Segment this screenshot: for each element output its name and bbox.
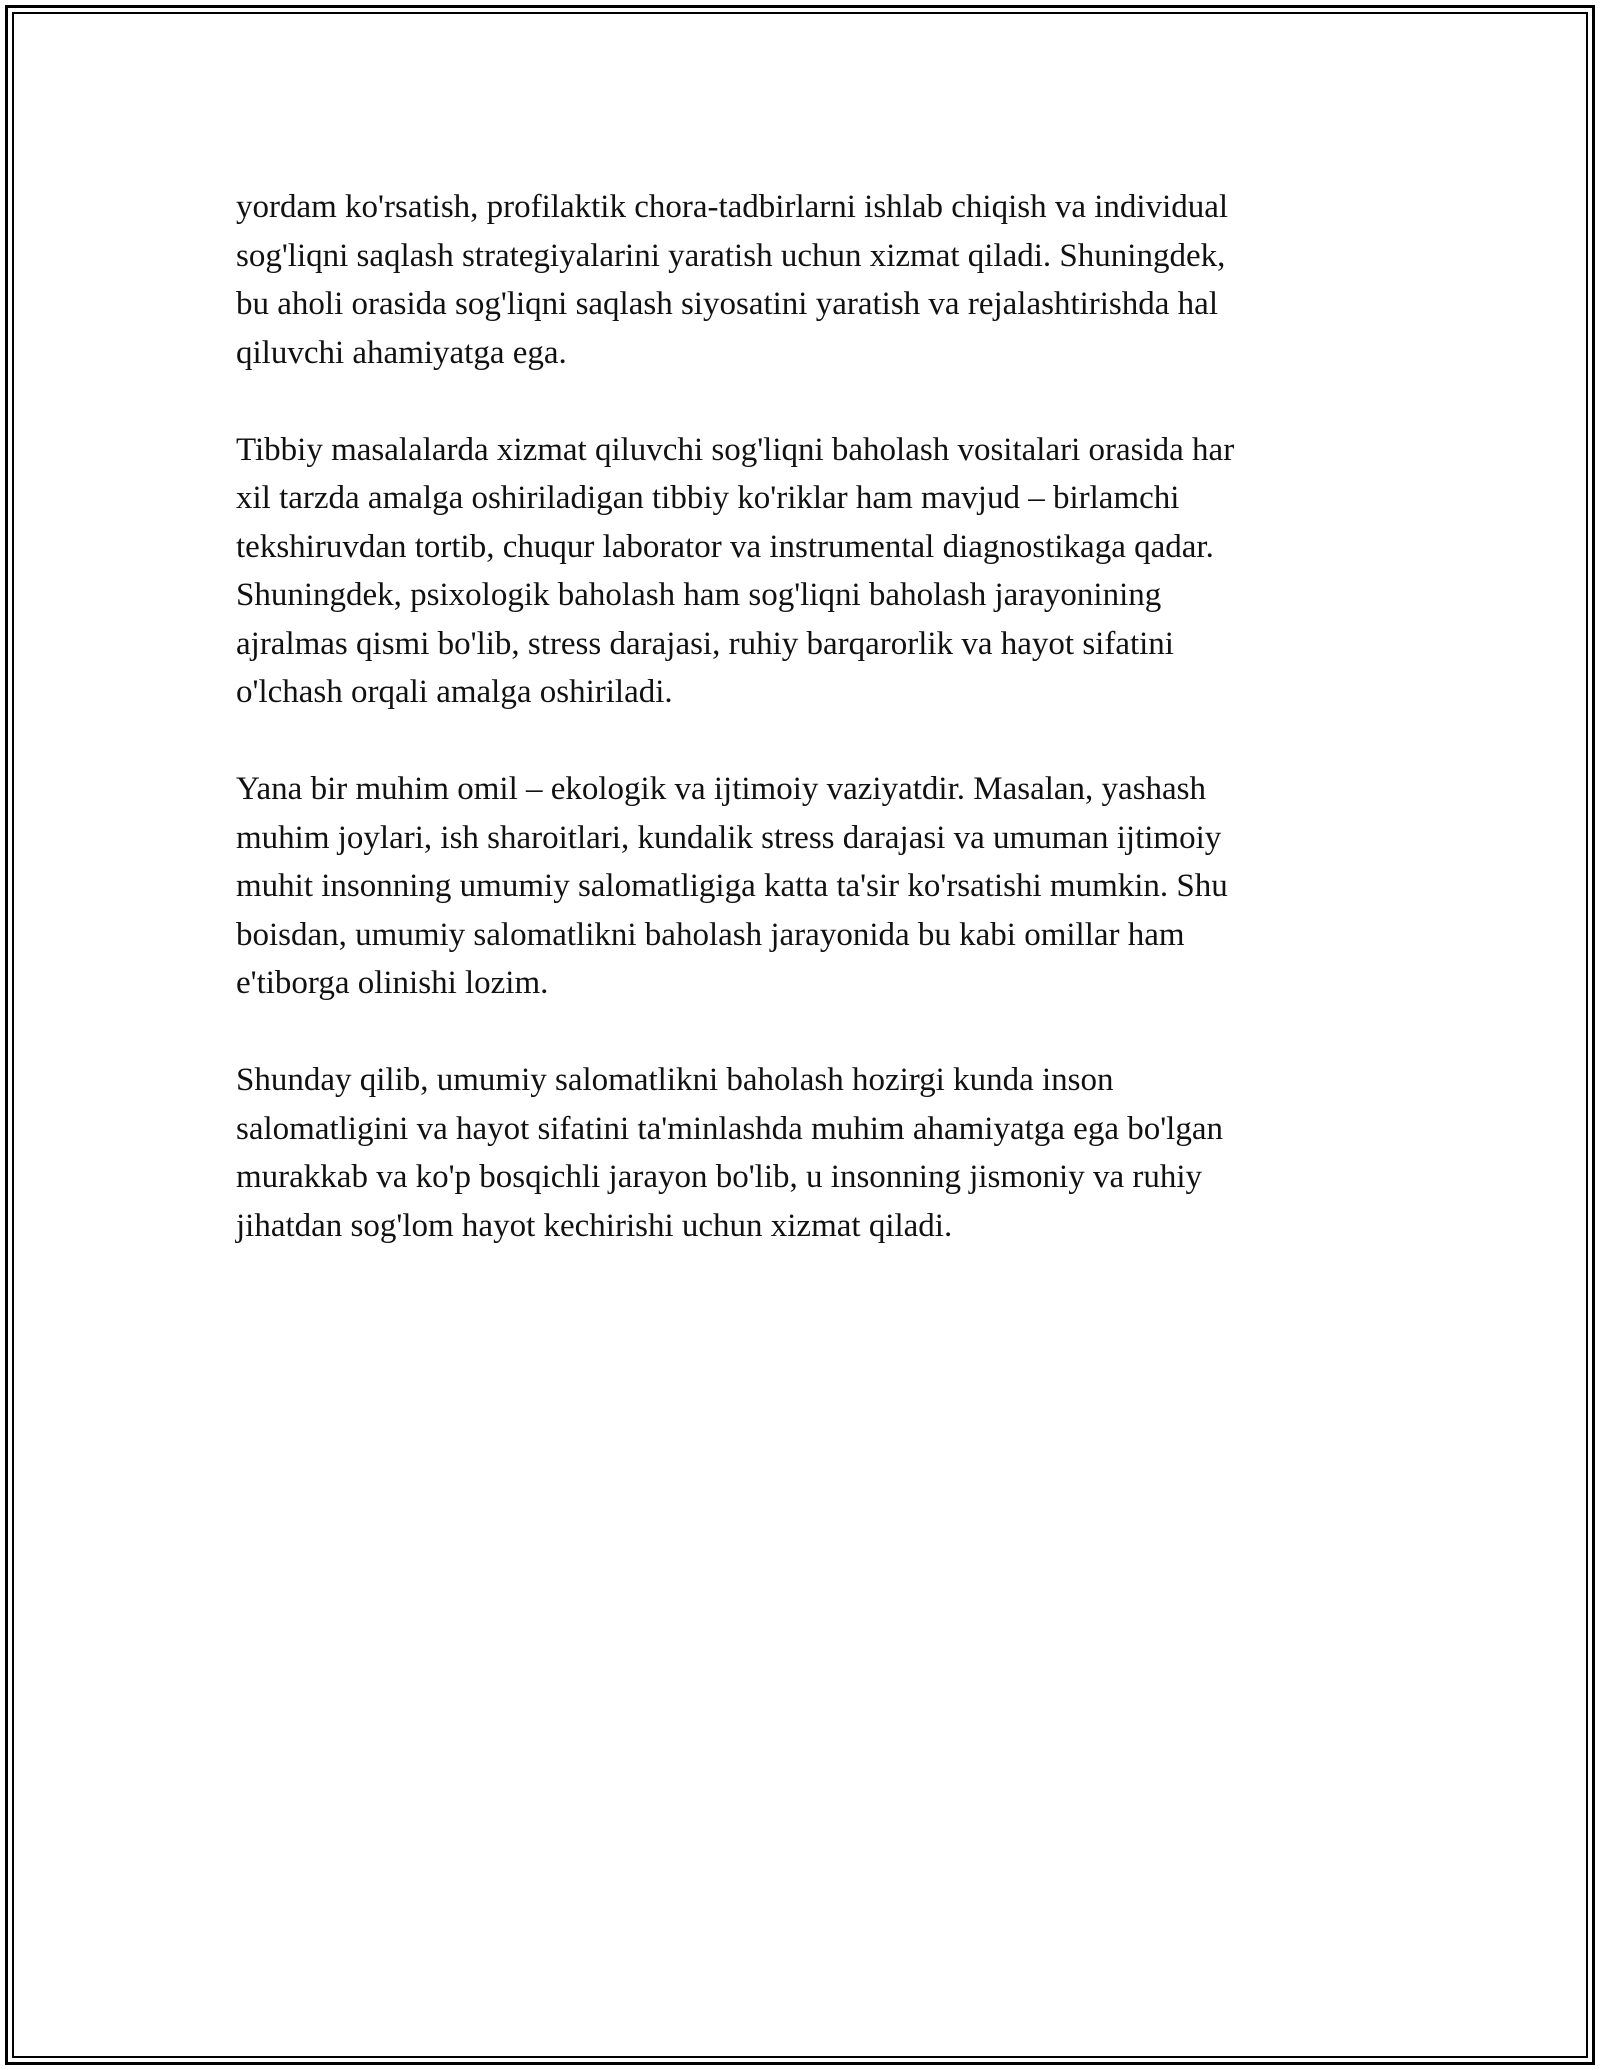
text-line: Tibbiy masalalarda xizmat qiluvchi sog'liqni baholash vositalari orasida har xyxy=(236,431,1235,468)
paragraph-3 xyxy=(236,765,1366,1008)
text-line: xil tarzda amalga oshiriladigan tibbiy ko'riklar ham mavjud – birlamchi xyxy=(236,480,1180,516)
text-line: sog'liqni saqlash strategiyalarini yaratish uchun xizmat qiladi. Shuningdek, xyxy=(236,237,1226,274)
text-line: o'lchash orqali amalga oshiriladi. xyxy=(236,674,673,710)
text-line: boisdan, umumiy salomatlikni baholash jarayonida bu kabi omillar ham xyxy=(236,916,1185,953)
paragraph-1 xyxy=(236,183,1366,377)
paragraph-2 xyxy=(236,426,1366,717)
text-line: bu aholi orasida sog'liqni saqlash siyosatini yaratish va rejalashtirishda hal xyxy=(236,286,1218,322)
text-line: murakkab va ko'p bosqichli jarayon bo'lib, u insonning jismoniy va ruhiy xyxy=(236,1159,1203,1195)
text-line: Shuningdek, psixologik baholash ham sog'liqni baholash jarayonining xyxy=(236,577,1162,613)
text-line: Yana bir muhim omil – ekologik va ijtimoiy vaziyatdir. Masalan, yashash xyxy=(236,771,1207,807)
text-line: muhim joylari, ish sharoitlari, kundalik stress darajasi va umuman ijtimoiy xyxy=(236,819,1222,856)
document-body xyxy=(236,183,1366,1299)
text-line: Shunday qilib, umumiy salomatlikni baholash hozirgi kunda inson xyxy=(236,1062,1114,1098)
text-line: e'tiborga olinishi lozim. xyxy=(236,965,549,1001)
text-line: qiluvchi ahamiyatga ega. xyxy=(236,334,567,371)
text-line: ajralmas qismi bo'lib, stress darajasi, ruhiy barqarorlik va hayot sifatini xyxy=(236,625,1174,662)
text-line: salomatligini va hayot sifatini ta'minlashda muhim ahamiyatga ega bo'lgan xyxy=(236,1110,1223,1147)
text-line: yordam ko'rsatish, profilaktik chora-tadbirlarni ishlab chiqish va individual xyxy=(236,189,1229,225)
text-line: muhit insonning umumiy salomatligiga katta ta'sir ko'rsatishi mumkin. Shu xyxy=(236,868,1228,904)
text-line: jihatdan sog'lom hayot kechirishi uchun xizmat qiladi. xyxy=(236,1207,953,1244)
text-line: tekshiruvdan tortib, chuqur laborator va instrumental diagnostikaga qadar. xyxy=(236,528,1214,565)
paragraph-4 xyxy=(236,1056,1366,1250)
